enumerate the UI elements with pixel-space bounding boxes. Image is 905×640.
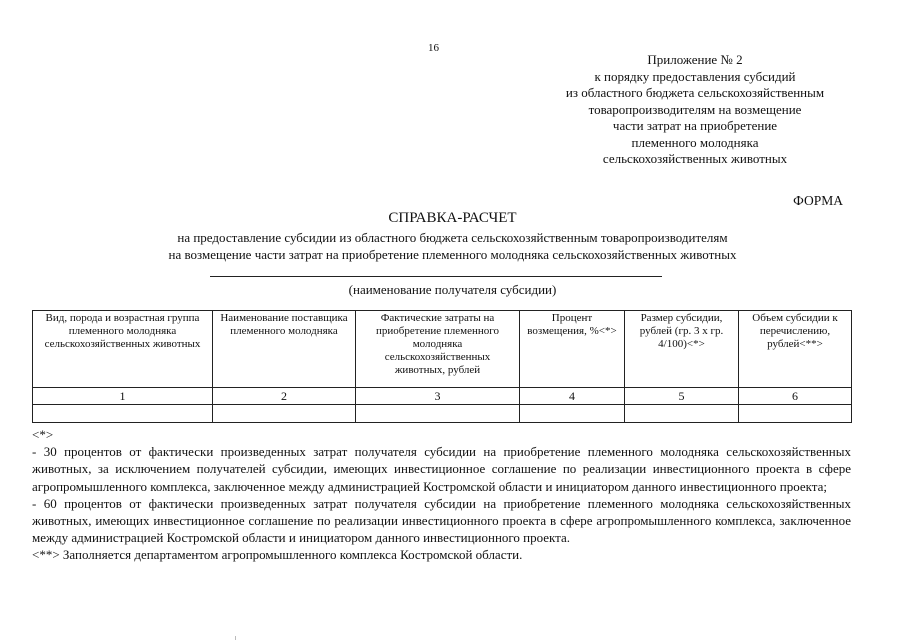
table-cell: [625, 405, 739, 423]
header-subsidy-amount: Размер субсидии, рублей (гр. 3 х гр. 4/100)<*>: [625, 311, 739, 388]
column-number: 4: [520, 388, 625, 405]
header-species-breed-age: Вид, порода и возрастная группа племенного молодняка сельскохозяйственных животных: [33, 311, 213, 388]
form-label: ФОРМА: [793, 193, 843, 208]
appendix-line: товаропроизводителям на возмещение: [588, 101, 802, 117]
appendix-line: племенного молодняка: [631, 134, 759, 150]
column-number: 2: [213, 388, 356, 405]
subtitle-line: на возмещение части затрат на приобретение племенного молодняка сельскохозяйственных животных: [168, 247, 737, 262]
calculation-table: [32, 310, 852, 423]
document-title: СПРАВКА-РАСЧЕТ: [388, 210, 517, 226]
table-cell: [33, 405, 213, 423]
note-marker: <*>: [32, 427, 54, 442]
appendix-line: к порядку предоставления субсидий: [594, 68, 796, 84]
column-number: 1: [33, 388, 213, 405]
header-actual-costs: Фактические затраты на приобретение племенного молодняка сельскохозяйственных животных, рублей: [356, 311, 520, 388]
column-number: 3: [356, 388, 520, 405]
appendix-heading: [520, 52, 870, 168]
recipient-caption: (наименование получателя субсидии): [348, 282, 557, 297]
column-number: 5: [625, 388, 739, 405]
table-number-row: [33, 388, 852, 405]
recipient-name-line: [210, 276, 662, 277]
table-cell: [213, 405, 356, 423]
scan-artifact: [235, 636, 236, 640]
table-cell: [520, 405, 625, 423]
header-supplier: Наименование поставщика племенного молодняка: [213, 311, 356, 388]
appendix-line: из областного бюджета сельскохозяйственным: [565, 85, 825, 100]
appendix-line: Приложение № 2: [647, 52, 743, 67]
appendix-line: сельскохозяйственных животных: [602, 151, 788, 166]
header-reimbursement-percent: Процент возмещения, %<*>: [520, 311, 625, 388]
column-number: 6: [739, 388, 852, 405]
page-number: 16: [428, 42, 439, 54]
table-cell: [356, 405, 520, 423]
appendix-line: части затрат на приобретение: [612, 118, 778, 133]
note-footnote: <**> Заполняется департаментом агропромышленного комплекса Костромской области.: [32, 547, 523, 563]
notes-section: [32, 426, 851, 564]
document-subtitle: [0, 229, 905, 263]
table-empty-row: [33, 405, 852, 423]
table-cell: [739, 405, 852, 423]
table-header-row: [33, 311, 852, 388]
subtitle-line: на предоставление субсидии из областного бюджета сельскохозяйственным товаропроизводителям: [177, 230, 728, 245]
note-item-60-percent: - 60 процентов от фактически произведенных затрат получателя субсидии на приобретение племенного молодняка сельскохозяйственных животных, имеющих инвестиционное соглашение по реализации инвестиционного проекта в сфере агропромышленного комплекса, заключенное между администрацией Костромской области и инициатором данного инвестиционного проекта.: [32, 495, 851, 546]
note-item-30-percent: - 30 процентов от фактически произведенных затрат получателя субсидии на приобретение племенного молодняка сельскохозяйственных животных, за исключением получателей субсидии, имеющих инвестиционное соглашение по реализации инвестиционного проекта в сфере агропромышленного комплекса, заключенное между администрацией Костромской области и инициатором данного инвестиционного проекта;: [32, 444, 851, 494]
header-transfer-amount: Объем субсидии к перечислению, рублей<**>: [739, 311, 852, 388]
